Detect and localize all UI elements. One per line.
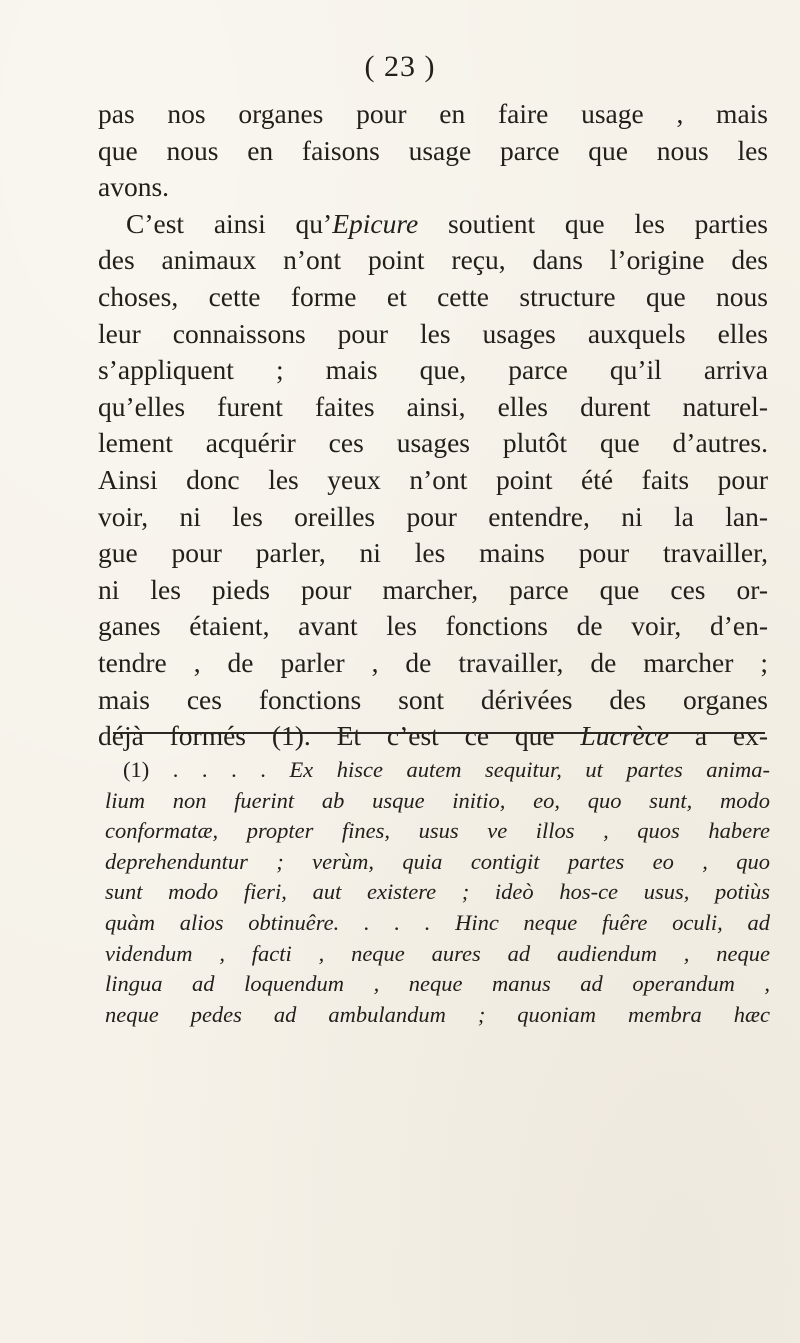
- italic-name: Epicure: [332, 207, 419, 239]
- text-run: Ex hisce autem sequitur, ut partes anima-: [289, 757, 770, 782]
- text-run: videndum , facti , neque aures ad audiendum , neque: [105, 940, 770, 966]
- text-run: gue pour parler, ni les mains pour travailler,: [98, 537, 768, 569]
- text-run: que nous en faisons usage parce que nous les: [98, 134, 768, 166]
- italic-name: Lucrèce: [580, 720, 669, 752]
- text-run: voir, ni les oreilles pour entendre, ni la lan-: [98, 500, 768, 532]
- text-line: [98, 352, 768, 389]
- text-run: conformatæ, propter fines, usus ve illos , quos habere: [105, 818, 770, 844]
- text-run: quàm alios obtinuêre. . . . Hinc neque fuêre oculi, ad: [105, 909, 770, 935]
- footnote-line: [105, 755, 770, 786]
- text-run: neque pedes ad ambulandum ; quoniam membra hæc: [105, 1001, 770, 1027]
- text-line: [98, 645, 768, 682]
- text-run: (1) . . . .: [123, 757, 290, 782]
- text-run: leur connaissons pour les usages auxquels elles: [98, 317, 768, 349]
- page-number: ( 23 ): [364, 50, 436, 83]
- footnote-line: [105, 969, 770, 1000]
- text-line: [98, 462, 768, 499]
- text-run: lingua ad loquendum , neque manus ad operandum ,: [105, 971, 770, 997]
- text-line: [98, 425, 768, 462]
- footnote-line: [105, 786, 770, 817]
- text-line: [98, 535, 768, 572]
- text-line: [98, 389, 768, 426]
- text-line: [98, 316, 768, 353]
- footnote-line: [105, 816, 770, 847]
- footnote-line: [105, 847, 770, 878]
- footnote-line: [105, 908, 770, 939]
- text-run: ganes étaient, avant les fonctions de voir, d’en-: [98, 610, 768, 642]
- text-run: deprehenduntur ; verùm, quia contigit partes eo , quo: [105, 848, 770, 874]
- text-line: [98, 608, 768, 645]
- text-line: [98, 206, 768, 243]
- text-run: choses, cette forme et cette structure que nous: [98, 280, 768, 312]
- footnote-separator-rule: [113, 732, 765, 734]
- text-line: [98, 96, 768, 133]
- footnote-line: [105, 1000, 770, 1031]
- text-run: C’est ainsi qu’: [126, 207, 333, 239]
- text-run: des animaux n’ont point reçu, dans l’origine des: [98, 244, 768, 276]
- text-line: [98, 499, 768, 536]
- footnote: [105, 755, 770, 1030]
- main-text: [98, 96, 768, 755]
- text-line: [98, 682, 768, 719]
- text-line: [98, 572, 768, 609]
- text-run: tendre , de parler , de travailler, de marcher ;: [98, 646, 768, 678]
- text-run: avons.: [98, 171, 170, 203]
- footnote-line: [105, 877, 770, 908]
- text-line: [98, 133, 768, 170]
- text-run: a ex-: [669, 720, 768, 752]
- text-line: [98, 718, 768, 755]
- text-run: s’appliquent ; mais que, parce qu’il arriva: [98, 354, 768, 386]
- text-run: déjà formés (1). Et c’est ce que: [98, 720, 581, 752]
- text-run: lium non fuerint ab usque initio, eo, quo sunt, modo: [105, 787, 770, 813]
- text-run: Ainsi donc les yeux n’ont point été faits pour: [98, 463, 768, 495]
- text-run: ni les pieds pour marcher, parce que ces or-: [98, 573, 768, 605]
- text-run: soutient que les parties: [418, 207, 768, 239]
- text-line: [98, 169, 768, 206]
- text-run: sunt modo fieri, aut existere ; ideò hos-ce usus, potiùs: [105, 879, 770, 905]
- footnote-line: [105, 939, 770, 970]
- text-run: mais ces fonctions sont dérivées des organes: [98, 683, 768, 715]
- text-line: [98, 279, 768, 316]
- text-line: [98, 242, 768, 279]
- text-run: pas nos organes pour en faire usage , mais: [98, 98, 768, 129]
- text-run: lement acquérir ces usages plutôt que d’autres.: [98, 427, 768, 459]
- text-run: qu’elles furent faites ainsi, elles durent naturel-: [98, 390, 768, 422]
